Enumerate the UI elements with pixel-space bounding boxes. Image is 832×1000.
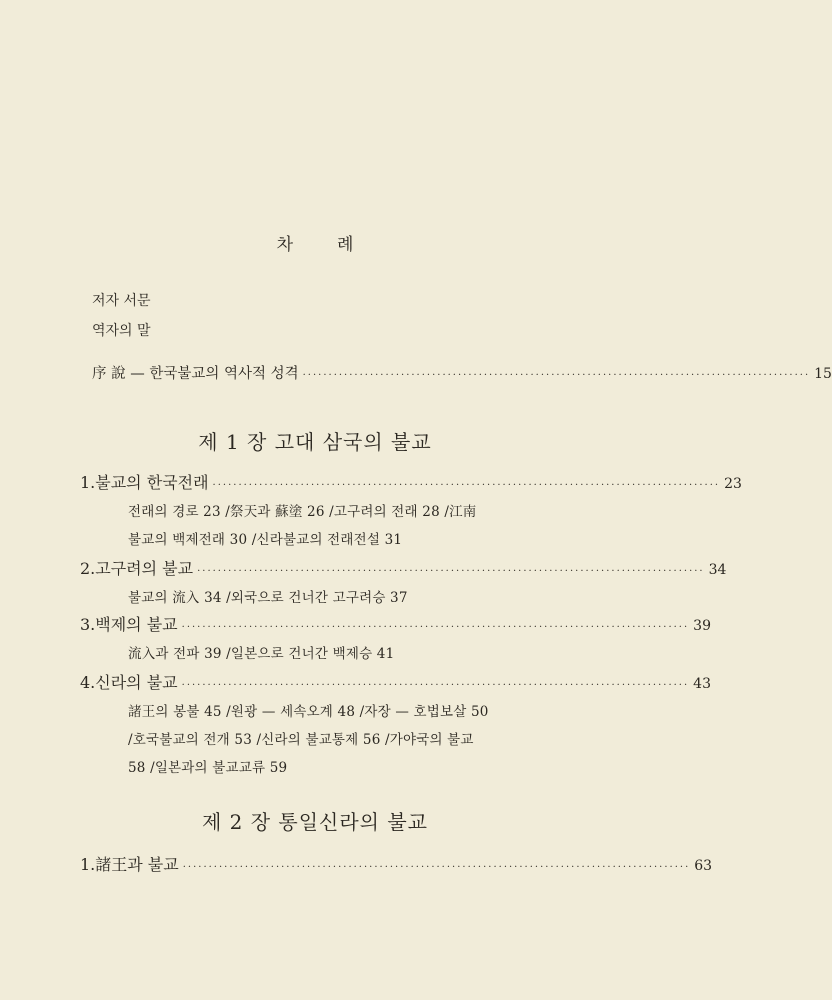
toc-subentry-line: 流入과 전파 39 /일본으로 건너간 백제승 41 (128, 646, 395, 662)
leader-dots: ·································································································· (182, 862, 691, 873)
leader-dots: ·································································································· (181, 622, 690, 633)
leader-dots: ·································································································· (212, 480, 721, 491)
toc-entry-label: 백제의 불교 (95, 615, 178, 634)
toc-entry-page: 39 (693, 618, 711, 634)
toc-subentry-line: 불교의 백제전래 30 /신라불교의 전래전설 31 (128, 532, 403, 548)
chapter-2-heading[interactable]: 제 2 장 통일신라의 불교 (201, 810, 429, 834)
toc-subentry-line: 불교의 流入 34 /외국으로 건너간 고구려승 37 (128, 590, 408, 606)
toc-entry-label: 고구려의 불교 (95, 559, 194, 578)
toc-subentry-line: 전래의 경로 23 /祭天과 蘇塗 26 /고구려의 전래 28 /江南 (128, 504, 477, 520)
toc-entry-1-1[interactable] (80, 470, 742, 493)
toc-subentry-line: 諸王의 봉불 45 /원광 — 세속오계 48 /자장 — 호법보살 50 (128, 704, 489, 720)
toc-entry-number: 2. (80, 559, 96, 578)
toc-entry-2-1[interactable] (80, 852, 713, 875)
leader-dots: ·································································································· (302, 370, 811, 381)
front-matter-translator-note[interactable]: 역자의 말 (92, 323, 151, 339)
toc-title (0, 230, 630, 255)
toc-entry-label: 불교의 한국전래 (95, 473, 209, 492)
toc-entry-page: 43 (693, 676, 711, 692)
toc-entry-number: 1. (80, 473, 96, 492)
toc-entry-number: 4. (80, 673, 96, 692)
toc-entry-1-2[interactable] (80, 556, 727, 579)
toc-entry-1-3[interactable] (80, 612, 711, 635)
chapter-1-heading[interactable]: 제 1 장 고대 삼국의 불교 (198, 430, 432, 454)
leader-dots: ·································································································· (181, 680, 690, 691)
toc-entry-page: 15 (814, 366, 832, 382)
toc-entry-label: 序 說 — 한국불교의 역사적 성격 (92, 366, 299, 382)
toc-entry-page: 23 (724, 476, 742, 492)
toc-title-char-2: 례 (337, 235, 354, 255)
leader-dots: ·································································································· (197, 566, 705, 577)
toc-entry-page: 34 (708, 562, 727, 578)
toc-entry-page: 63 (694, 858, 713, 874)
front-matter-author-preface[interactable]: 저자 서문 (92, 293, 151, 309)
toc-title-char-1: 차 (276, 235, 293, 255)
toc-entry-1-4[interactable] (80, 670, 711, 693)
toc-entry-number: 3. (80, 615, 96, 634)
toc-entry-number: 1. (80, 855, 96, 874)
toc-subentry-line: 58 /일본과의 불교교류 59 (128, 760, 288, 776)
toc-subentry-line: /호국불교의 전개 53 /신라의 불교통제 56 /가야국의 불교 (128, 732, 474, 748)
toc-entry-preface[interactable] (92, 362, 832, 383)
toc-entry-label: 신라의 불교 (95, 673, 178, 692)
toc-entry-label: 諸王과 불교 (95, 855, 179, 874)
